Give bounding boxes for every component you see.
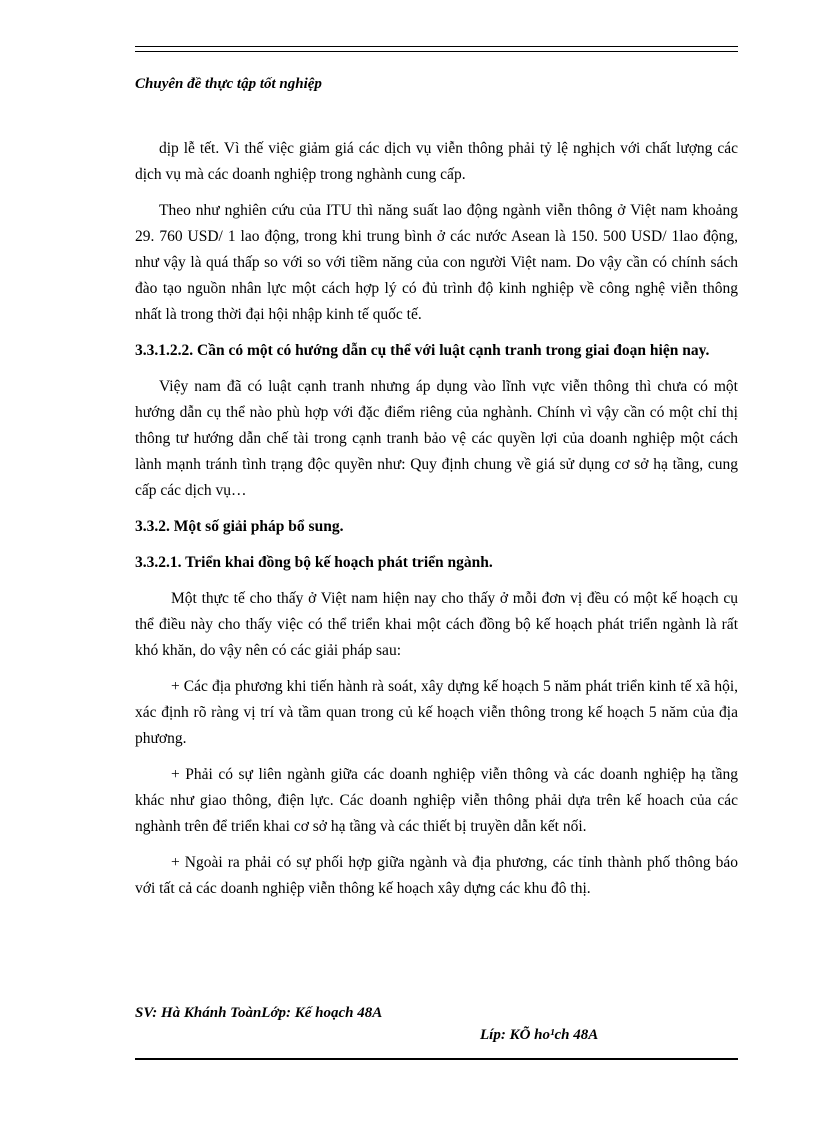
paragraph-4: Một thực tế cho thấy ở Việt nam hiện nay cho thấy ở mỗi đơn vị đều có một kế hoạch cụ thể điều này cho thấy việc có thể triển khai một cách đồng bộ kế hoạch phát triển ngành là rất khó khăn, do vậy nên có các giải pháp sau:	[135, 590, 738, 659]
paragraph-3: Việy nam đã có luật cạnh tranh nhưng áp dụng vào lĩnh vực viễn thông thì chưa có một hướng dẫn cụ thể nào phù hợp với đặc điểm riêng của nghành. Chính vì vậy cần có một chỉ thị thông tư hướng dẫn chế tài trong cạnh tranh bảo vệ các quyền lợi của doanh nghiệp một cách lành mạnh tránh tình trạng độc quyền như: Quy định chung về giá sử dụng cơ sở hạ tầng, cung cấp các dịch vụ…	[135, 378, 738, 499]
bullet-paragraph-3: + Ngoài ra phải có sự phối hợp giữa ngành và địa phương, các tỉnh thành phố thông báo với tất cả các doanh nghiệp viễn thông kế hoạch xây dựng các khu đô thị.	[135, 854, 738, 897]
header-title: Chuyên đề thực tập tốt nghiệp	[135, 76, 322, 92]
heading-3-3-2: 3.3.2. Một số giải pháp bổ sung.	[135, 518, 344, 535]
footer-student: SV: Hà Khánh ToànLớp: Kế hoạch 48A	[135, 1005, 383, 1021]
bullet-paragraph-2: + Phải có sự liên ngành giữa các doanh nghiệp viễn thông và các doanh nghiệp hạ tầng khác như giao thông, điện lực. Các doanh nghiệp viễn thông phải dựa trên kế hoach của các nghành trên để triển khai cơ sở hạ tầng và các thiết bị truyền dẫn kết nối.	[135, 766, 738, 835]
paragraph-1: dịp lễ tết. Vì thế việc giảm giá các dịch vụ viễn thông phải tỷ lệ nghịch với chất lượng các dịch vụ mà các doanh nghiệp trong nghành cung cấp.	[135, 140, 738, 183]
heading-3-3-1-2-2: 3.3.1.2.2. Cần có một có hướng dẫn cụ thể với luật cạnh tranh trong giai đoạn hiện nay.	[135, 342, 710, 359]
bullet-paragraph-1: + Các địa phương khi tiến hành rà soát, xây dựng kế hoạch 5 năm phát triển kinh tế xã hội, xác định rõ ràng vị trí và tầm quan trong củ kế hoạch viễn thông trong kế hoạch 5 năm của địa phương.	[135, 678, 738, 747]
footer-rule	[135, 1058, 738, 1060]
body-content	[135, 136, 738, 912]
paragraph-2: Theo như nghiên cứu của ITU thì năng suất lao động ngành viễn thông ở Việt nam khoảng 29. 760 USD/ 1 lao động, trong khi trung bình ở các nước Asean là 150. 500 USD/ 1lao động, như vậy là quá thấp so với so với tiềm năng của con người Việt nam. Do vậy cần có chính sách đào tạo nguồn nhân lực một cách hợp lý có đủ trình độ kinh nghiệp về công nghệ viễn thông nhất là trong thời đại hội nhập kinh tế quốc tế.	[135, 202, 738, 323]
header-rule	[135, 46, 738, 52]
footer-class: Líp: KÕ ho¹ch 48A	[480, 1027, 599, 1043]
heading-3-3-2-1: 3.3.2.1. Triển khai đồng bộ kế hoạch phát triển ngành.	[135, 554, 493, 571]
